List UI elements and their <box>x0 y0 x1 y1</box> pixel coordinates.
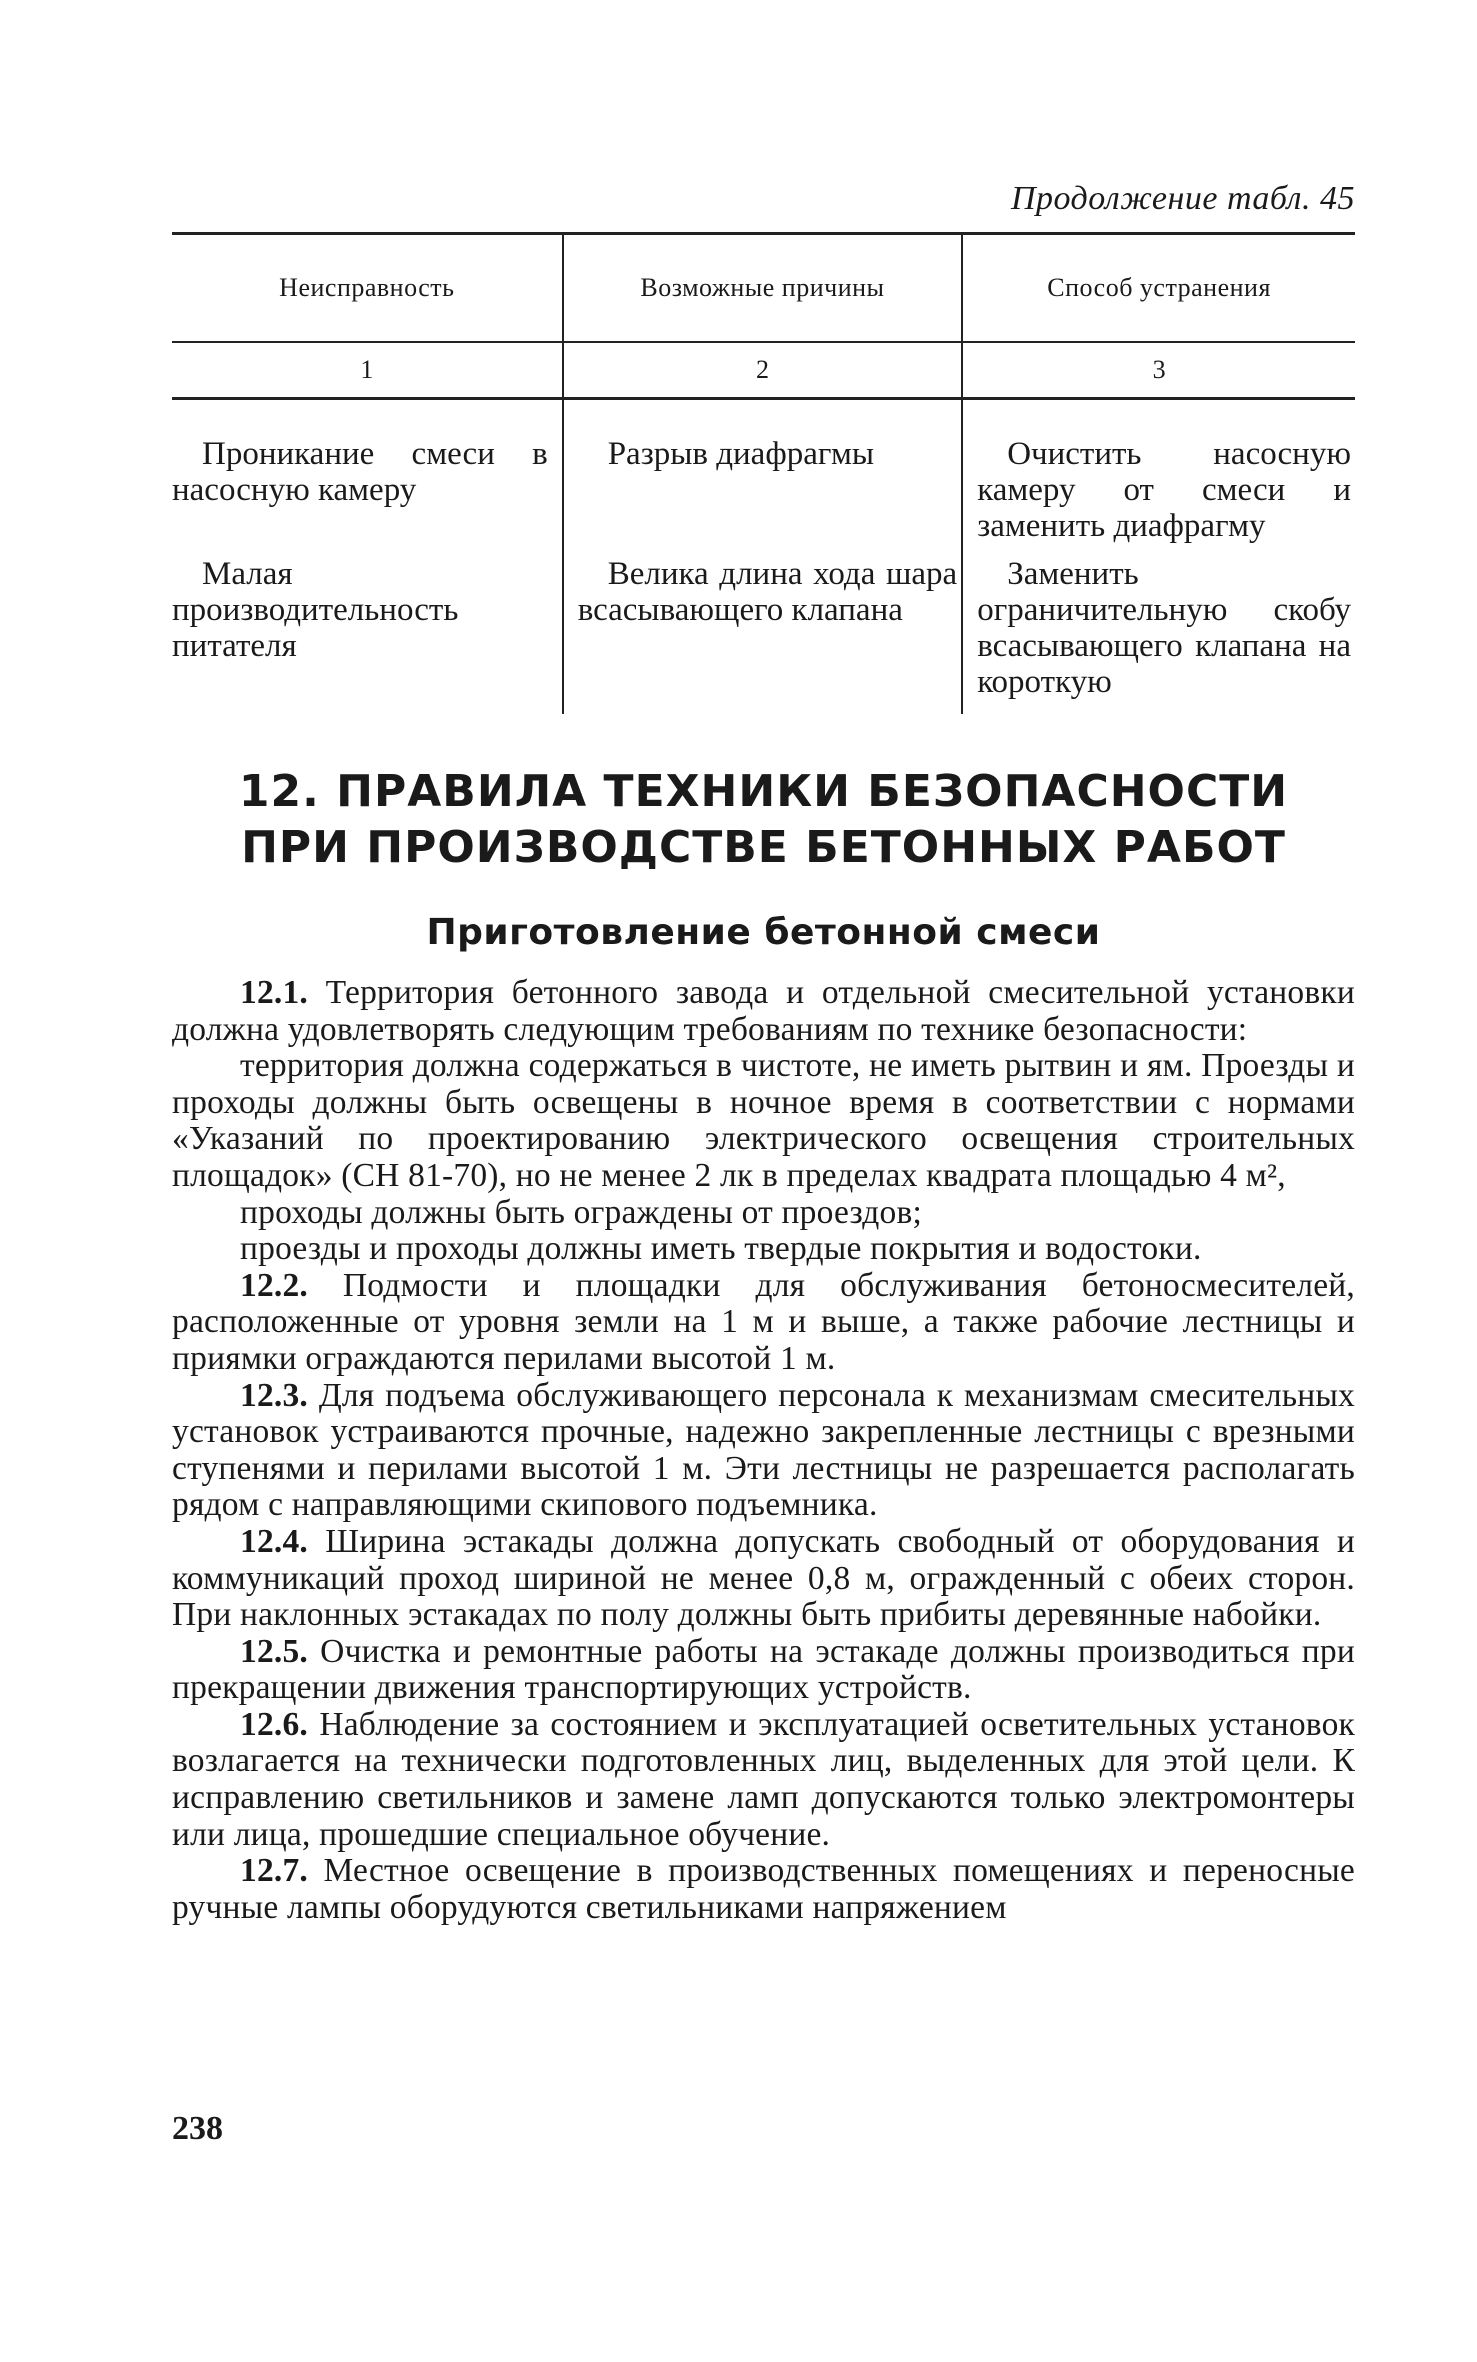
table-row <box>172 399 1355 545</box>
cell-text: Проникание смеси в насосную камеру <box>172 436 548 508</box>
paragraph-text: Наблюдение за состоянием и эксплуатацией осветительных установок возлагается на технически подготовленных лиц, выделенных для этой цели. К исправлению светильников и замене ламп допускаются только электромонтеры или лица, прошедшие специальное обучение. <box>172 1705 1356 1853</box>
section-heading-line: ПРИ ПРОИЗВОДСТВЕ БЕТОННЫХ РАБОТ <box>241 822 1286 873</box>
paragraph <box>172 1048 1355 1194</box>
subsection-heading: Приготовление бетонной смеси <box>426 912 1101 953</box>
paragraph-number: 12.6. <box>240 1705 308 1743</box>
paragraph-number: 12.3. <box>240 1376 308 1414</box>
paragraph-number: 12.2. <box>240 1266 308 1304</box>
page <box>172 180 1355 1926</box>
cell-text: Велика длина хода шара всасывающего клапана <box>577 556 958 628</box>
paragraph-text: Для подъема обслуживающего персонала к механизмам смесительных установок устраиваются прочные, надежно закрепленные лестницы с врезными ступенями и перилами высотой 1 м. Эти лестницы не разрешается располагать рядом с направляющими скипового подъемника. <box>172 1376 1355 1524</box>
paragraph <box>172 1707 1355 1853</box>
header-fault: Неисправность <box>172 234 563 343</box>
paragraph-text: Очистка и ремонтные работы на эстакаде должны производиться при прекращении движения транспортирующих устройств. <box>172 1632 1355 1707</box>
paragraph-text: Территория бетонного завода и отдельной смесительной установки должна удовлетворять следующим требованиям по технике безопасности: <box>172 974 1355 1048</box>
paragraph <box>172 1378 1355 1524</box>
column-number: 1 <box>172 342 563 399</box>
cell-text: Заменить ограничительную скобу всасывающего клапана на короткую <box>977 556 1351 700</box>
paragraph-number: 12.4. <box>240 1522 308 1560</box>
table-cell-remedy <box>962 544 1355 714</box>
table-cell-cause <box>563 399 963 545</box>
page-number: 238 <box>172 2110 223 2147</box>
table-cell-fault <box>172 544 563 714</box>
paragraph <box>172 1853 1355 1926</box>
paragraph-text: территория должна содержаться в чистоте, не иметь рытвин и ям. Проезды и проходы должны быть освещены в ночное время в соответствии с нормами «Указаний по проектированию электрического освещения строительных площадок» (СН 81-70), но не менее 2 лк в пределах квадрата площадью 4 м², <box>172 1047 1355 1194</box>
table-row <box>172 544 1355 714</box>
paragraph <box>172 1268 1355 1378</box>
cell-text: Малая производительность питателя <box>172 556 459 664</box>
paragraph-number: 12.5. <box>240 1632 308 1670</box>
table-header-row <box>172 234 1355 343</box>
paragraph <box>172 1195 1355 1232</box>
table-continuation-label: Продолжение табл. 45 <box>1010 180 1355 217</box>
paragraph <box>172 975 1355 1048</box>
header-remedy: Способ устранения <box>962 234 1355 343</box>
cell-text: Очистить насосную камеру от смеси и заменить диафрагму <box>977 436 1351 544</box>
paragraph-number: 12.1. <box>240 974 308 1011</box>
table-cell-remedy <box>962 399 1355 545</box>
paragraph-text: Ширина эстакады должна допускать свободный от оборудования и коммуникаций проход шириной не менее 0,8 м, огражденный с обеих сторон. При наклонных эстакадах по полу должны быть прибиты деревянные набойки. <box>172 1522 1355 1634</box>
paragraph <box>172 1231 1355 1268</box>
paragraph-number: 12.7. <box>240 1852 308 1890</box>
paragraph-text: проезды и проходы должны иметь твердые покрытия и водостоки. <box>240 1230 1202 1268</box>
paragraph-text: Подмости и площадки для обслуживания бетоносмесителей, расположенные от уровня земли на 1 м и выше, а также рабочие лестницы и приямки ограждаются перилами высотой 1 м. <box>172 1266 1355 1377</box>
paragraph <box>172 1634 1355 1707</box>
paragraph-text: Местное освещение в производственных помещениях и переносные ручные лампы оборудуются светильниками напряжением <box>172 1852 1355 1926</box>
cell-text: Разрыв диафрагмы <box>607 436 875 472</box>
column-number: 2 <box>563 342 963 399</box>
table-cell-cause <box>563 544 963 714</box>
faults-table <box>172 232 1355 714</box>
header-causes: Возможные причины <box>563 234 963 343</box>
paragraph <box>172 1524 1355 1634</box>
body-text <box>172 975 1355 1926</box>
table-number-row <box>172 342 1355 399</box>
paragraph-text: проходы должны быть ограждены от проездов; <box>240 1193 923 1231</box>
column-number: 3 <box>962 342 1355 399</box>
section-heading-line: 12. ПРАВИЛА ТЕХНИКИ БЕЗОПАСНОСТИ <box>238 766 1289 817</box>
table-cell-fault <box>172 399 563 545</box>
section-heading <box>172 764 1355 876</box>
